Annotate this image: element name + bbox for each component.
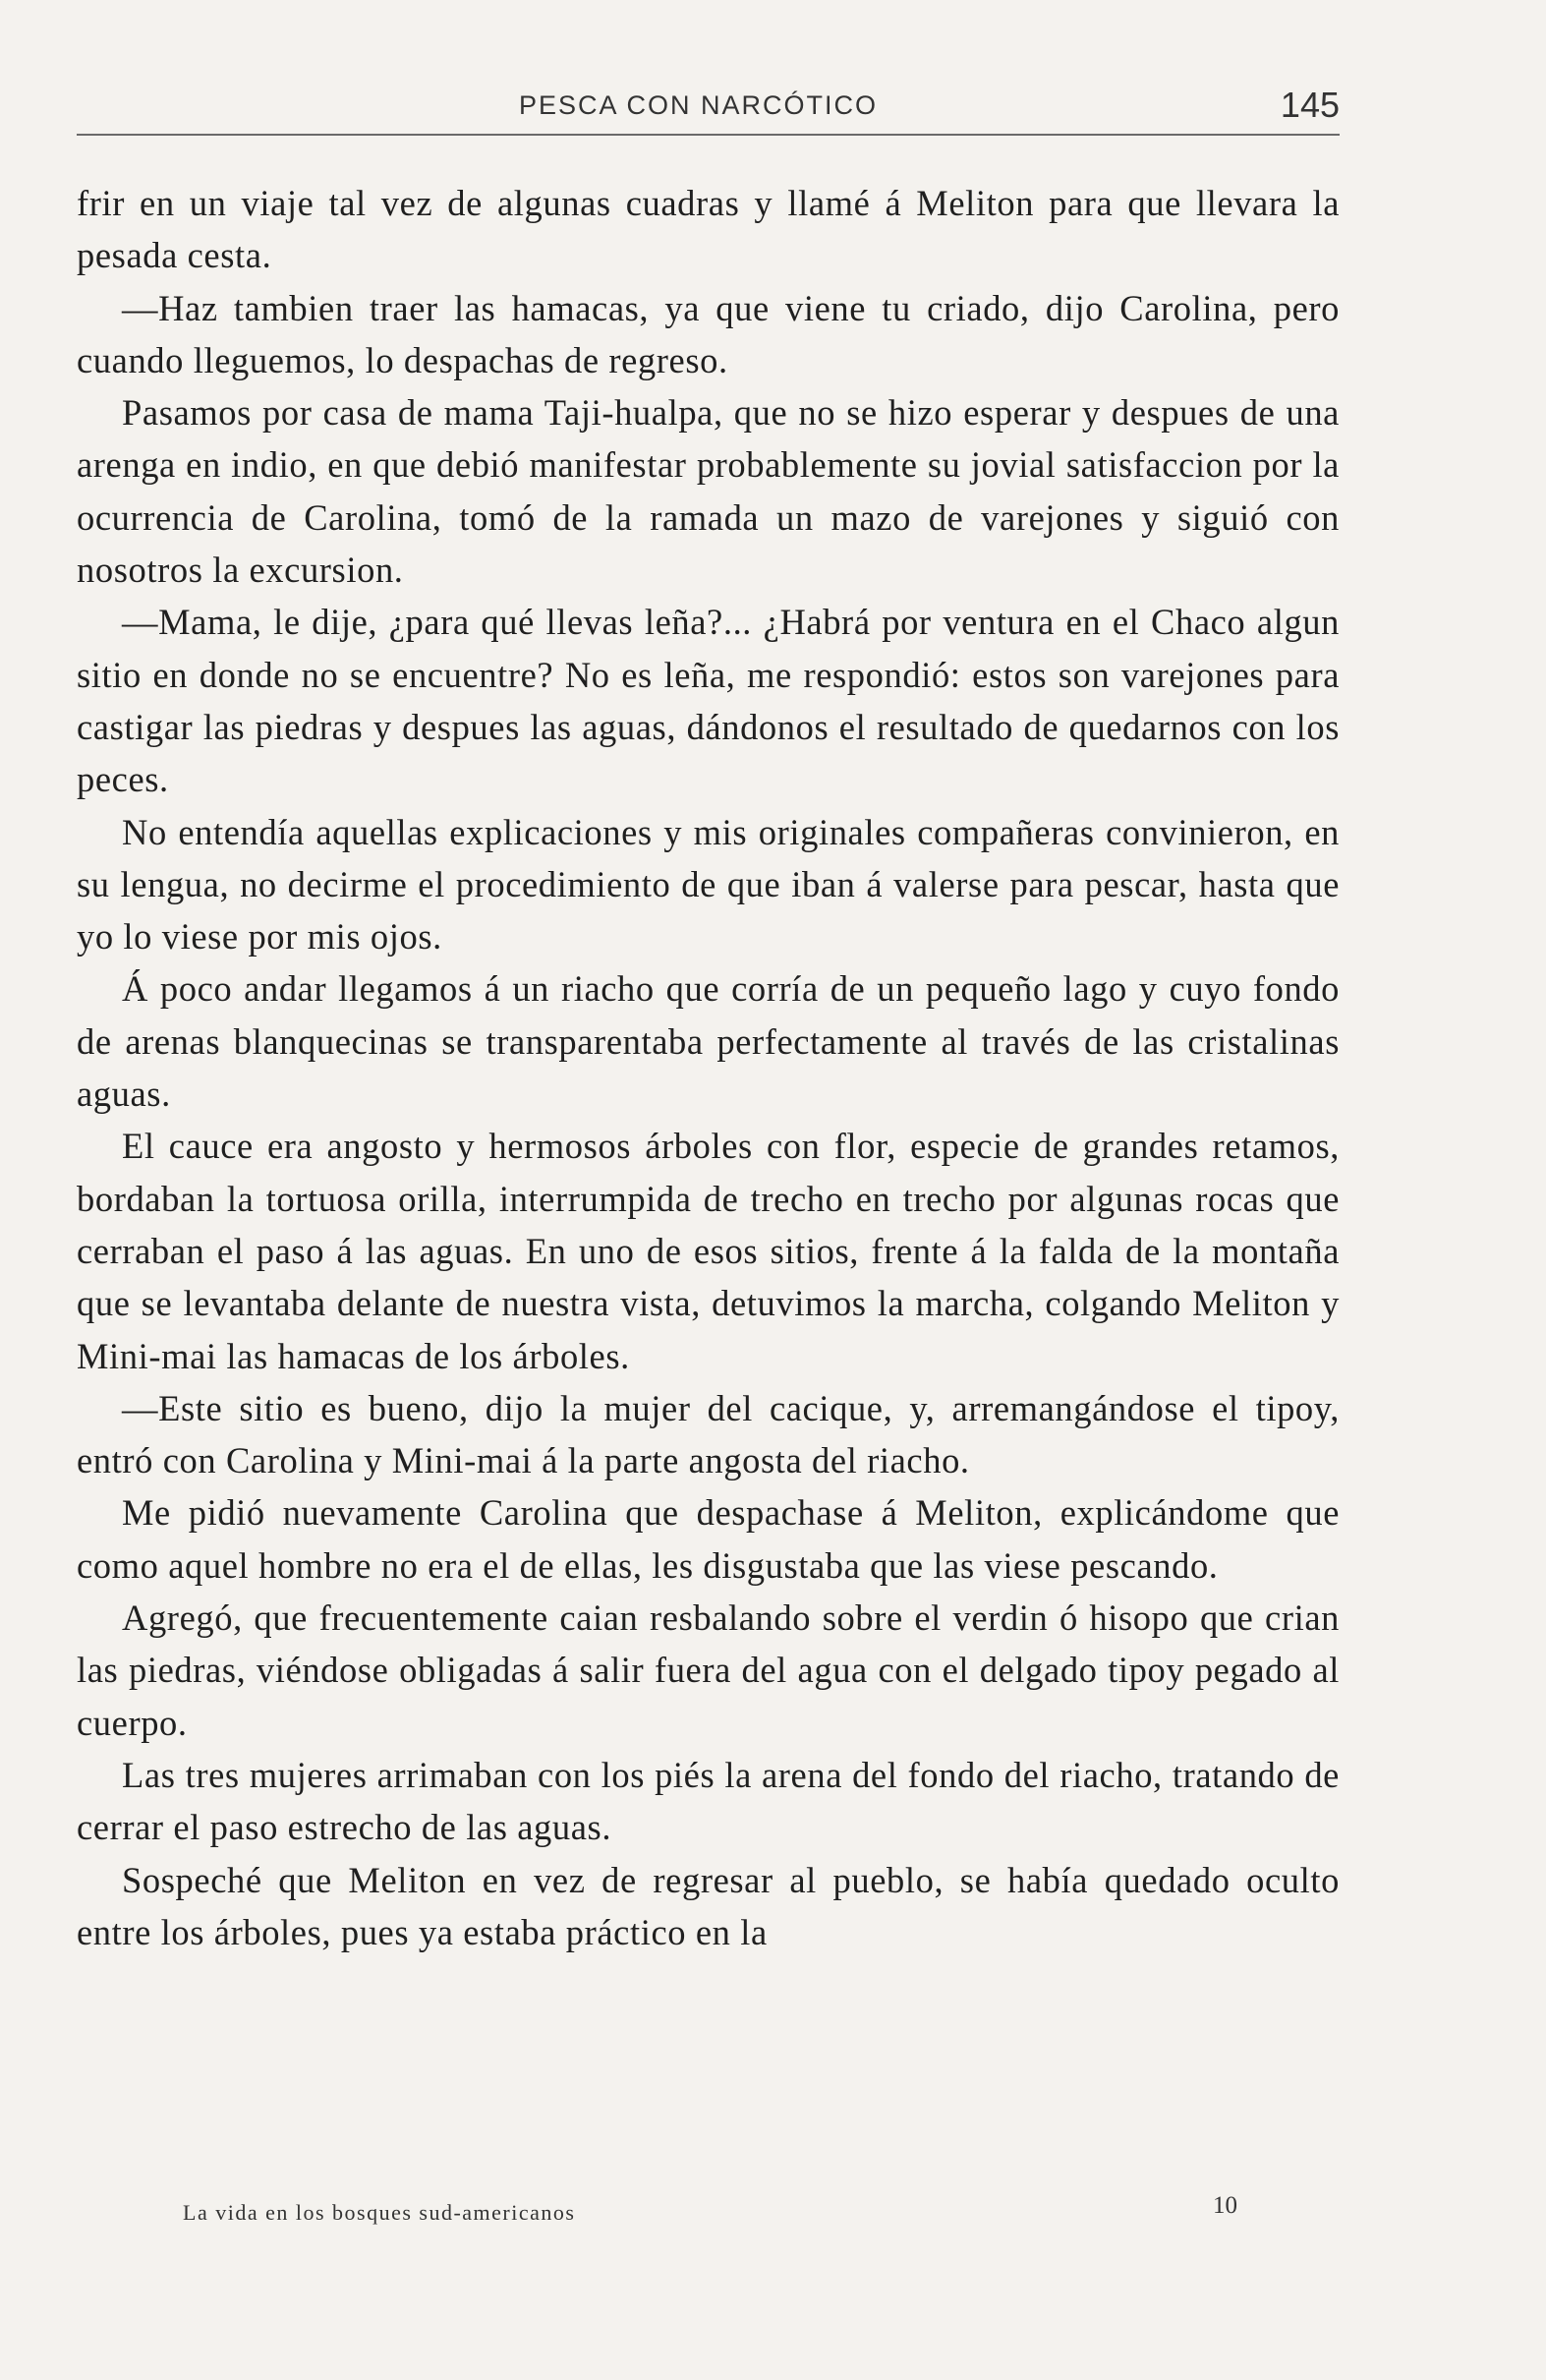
paragraph: Sospeché que Meliton en vez de regresar al pueblo, se había quedado oculto entre los árboles, pues ya estaba práctico en la (77, 1859, 1340, 1952)
paragraph: Me pidió nuevamente Carolina que despachase á Meliton, explicándome que como aquel hombre no era el de ellas, les disgustaba que las viese pescando. (77, 1492, 1340, 1586)
paragraph: Agregó, que frecuentemente caian resbalando sobre el verdin ó hisopo que crian las piedras, viéndose obligadas á salir fuera del agua con el delgado tipoy pegado al cuerpo. (77, 1597, 1340, 1743)
body-text (77, 177, 1340, 1958)
paragraph: Las tres mujeres arrimaban con los piés la arena del fondo del riacho, tratando de cerrar el paso estrecho de las aguas. (77, 1754, 1340, 1848)
running-title: PESCA CON NARCÓTICO (519, 90, 879, 120)
paragraph: Pasamos por casa de mama Taji-hualpa, que no se hizo esperar y despues de una arenga en indio, en que debió manifestar probablemente su jovial satisfaccion por la ocurrencia de Carolina, tomó de la ramada un mazo de varejones y siguió con nosotros la excursion. (77, 392, 1340, 591)
page-footer (77, 2188, 1340, 2228)
paragraph: El cauce era angosto y hermosos árboles con flor, especie de grandes retamos, bordaban la tortuosa orilla, interrumpida de trecho en trecho por algunas rocas que cerraban el paso á las aguas. En uno de esos sitios, frente á la falda de la montaña que se levantaba delante de nuestra vista, detuvimos la marcha, colgando Meliton y Mini-mai las hamacas de los árboles. (77, 1126, 1340, 1376)
footer-book-title: La vida en los bosques sud-americanos (183, 2200, 576, 2225)
paragraph: No entendía aquellas explicaciones y mis originales compañeras convinieron, en su lengua, no decirme el procedimiento de que iban á valerse para pescar, hasta que yo lo viese por mis ojos. (77, 811, 1340, 958)
paragraph: —Este sitio es bueno, dijo la mujer del cacique, y, arremangándose el tipoy, entró con Carolina y Mini-mai á la parte angosta del riacho. (77, 1387, 1340, 1481)
paragraph-continuation: frir en un viaje tal vez de algunas cuadras y llamé á Meliton para que llevara la pesada cesta. (77, 183, 1340, 276)
paragraph: —Mama, le dije, ¿para qué llevas leña?... ¿Habrá por ventura en el Chaco algun sitio en donde no se encuentre? No es leña, me respondió: estos son varejones para castigar las piedras y despues las aguas, dándonos el resultado de quedarnos con los peces. (77, 602, 1340, 800)
page-header (77, 81, 1340, 136)
paragraph: —Haz tambien traer las hamacas, ya que viene tu criado, dijo Carolina, pero cuando lleguemos, lo despachas de regreso. (77, 287, 1340, 380)
page-number: 145 (1280, 85, 1340, 125)
signature-mark: 10 (1213, 2192, 1237, 2219)
paragraph: Á poco andar llegamos á un riacho que corría de un pequeño lago y cuyo fondo de arenas blanquecinas se transparentaba perfectamente al través de las cristalinas aguas. (77, 968, 1340, 1115)
